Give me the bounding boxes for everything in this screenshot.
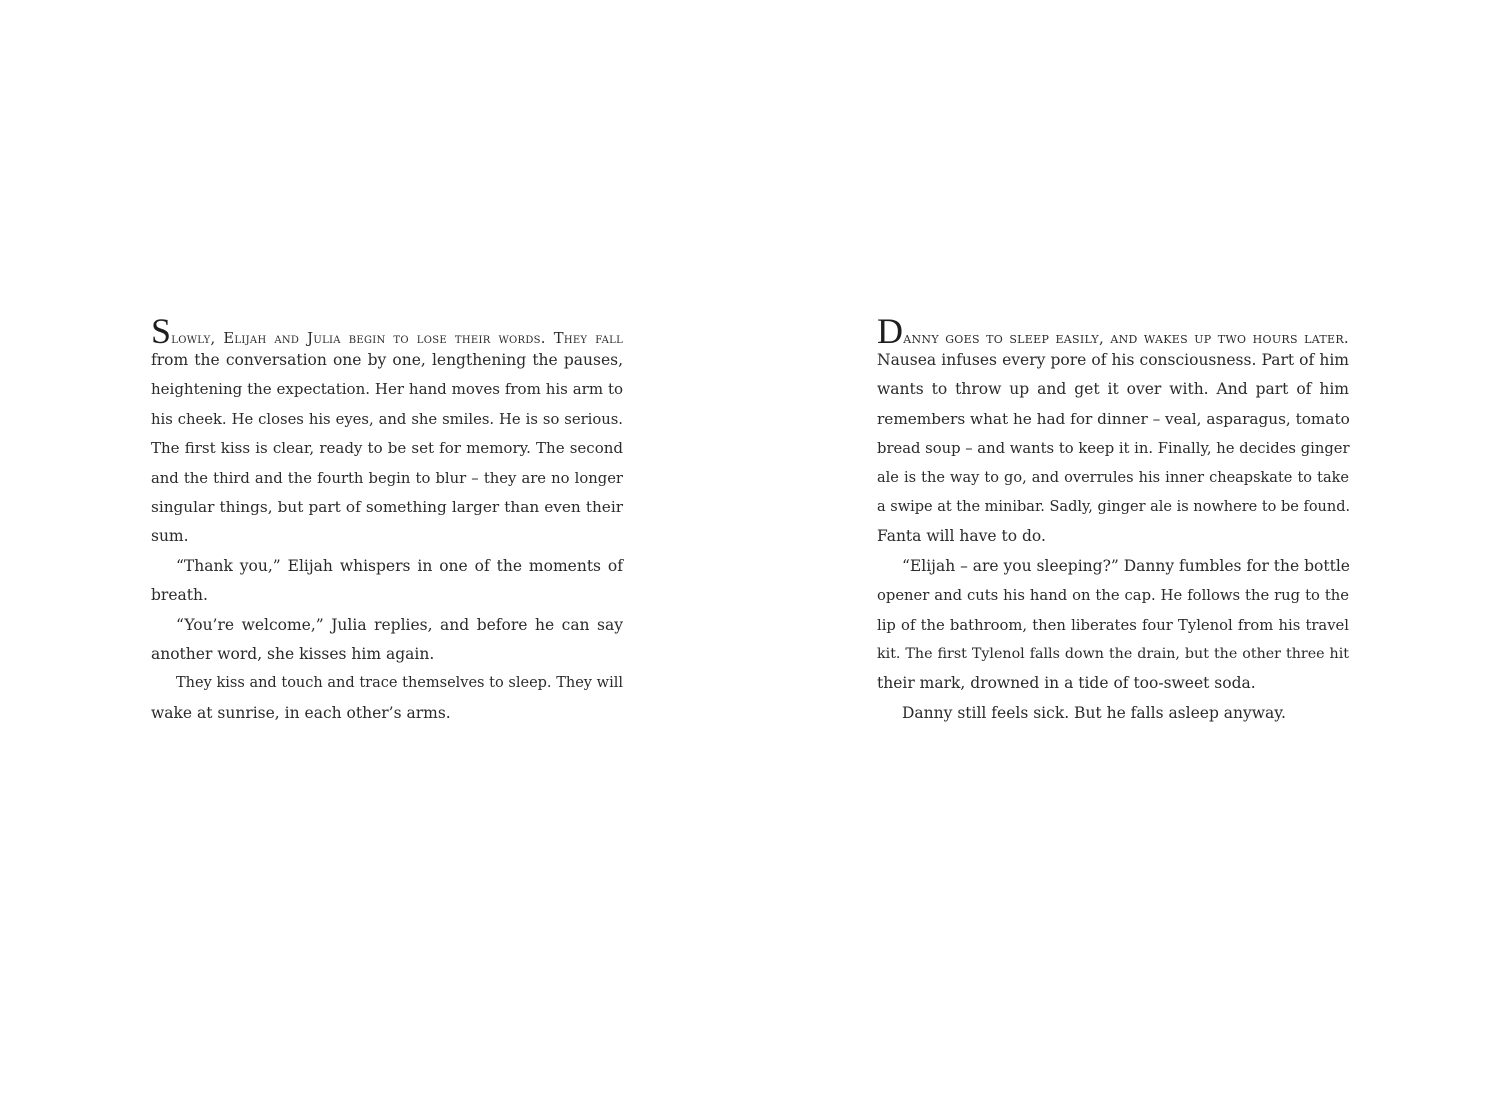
text-line: Fanta will have to do. — [877, 527, 1046, 546]
text-line: bread soup – and wants to keep it in. Finally, he decides ginger — [877, 440, 1350, 458]
text-line: The first kiss is clear, ready to be set for memory. The second — [151, 439, 623, 458]
text-line: singular things, but part of something larger than even their — [151, 497, 623, 516]
text-line: and the third and the fourth begin to blur – they are no longer — [151, 469, 623, 487]
opening-line — [877, 311, 1349, 351]
text-line: his cheek. He closes his eyes, and she smiles. He is so serious. — [151, 410, 623, 428]
text-line: wants to throw up and get it over with. And part of him — [877, 380, 1349, 399]
text-line: heightening the expectation. Her hand moves from his arm to — [151, 380, 623, 399]
text-line: their mark, drowned in a tide of too-sweet soda. — [877, 674, 1256, 693]
text-line: Danny still feels sick. But he falls asleep anyway. — [902, 703, 1286, 722]
text-line: opener and cuts his hand on the cap. He follows the rug to the — [877, 587, 1349, 605]
text-line: “You’re welcome,” Julia replies, and before he can say — [176, 615, 623, 634]
right-page — [877, 311, 1351, 728]
small-caps-opening: anny goes to sleep easily, and wakes up two hours later. — [903, 329, 1349, 347]
text-line: another word, she kisses him again. — [151, 644, 435, 663]
text-line: breath. — [151, 586, 208, 605]
text-line: ale is the way to go, and overrules his inner cheapskate to take — [877, 469, 1349, 486]
text-line: “Elijah – are you sleeping?” Danny fumbles for the bottle — [902, 556, 1350, 575]
drop-cap: D — [877, 311, 904, 351]
text-line: They kiss and touch and trace themselves to sleep. They will — [176, 675, 623, 692]
text-line: a swipe at the minibar. Sadly, ginger ale is nowhere to be found. — [877, 498, 1351, 515]
text-line: lip of the bathroom, then liberates four Tylenol from his travel — [877, 616, 1349, 634]
opening-line — [151, 311, 623, 351]
text-line: from the conversation one by one, lengthening the pauses, — [151, 351, 623, 369]
small-caps-opening: lowly, Elijah and Julia begin to lose their words. They fall — [171, 330, 623, 347]
text-line: remembers what he had for dinner – veal, asparagus, tomato — [877, 409, 1350, 428]
text-line: sum. — [151, 527, 189, 546]
drop-cap: S — [151, 311, 172, 351]
left-page — [151, 311, 623, 728]
text-line: “Thank you,” Elijah whispers in one of the moments of — [176, 556, 623, 575]
text-line: wake at sunrise, in each other’s arms. — [151, 703, 451, 722]
text-line: kit. The first Tylenol falls down the drain, but the other three hit — [877, 645, 1349, 662]
text-line: Nausea infuses every pore of his consciousness. Part of him — [877, 351, 1349, 369]
